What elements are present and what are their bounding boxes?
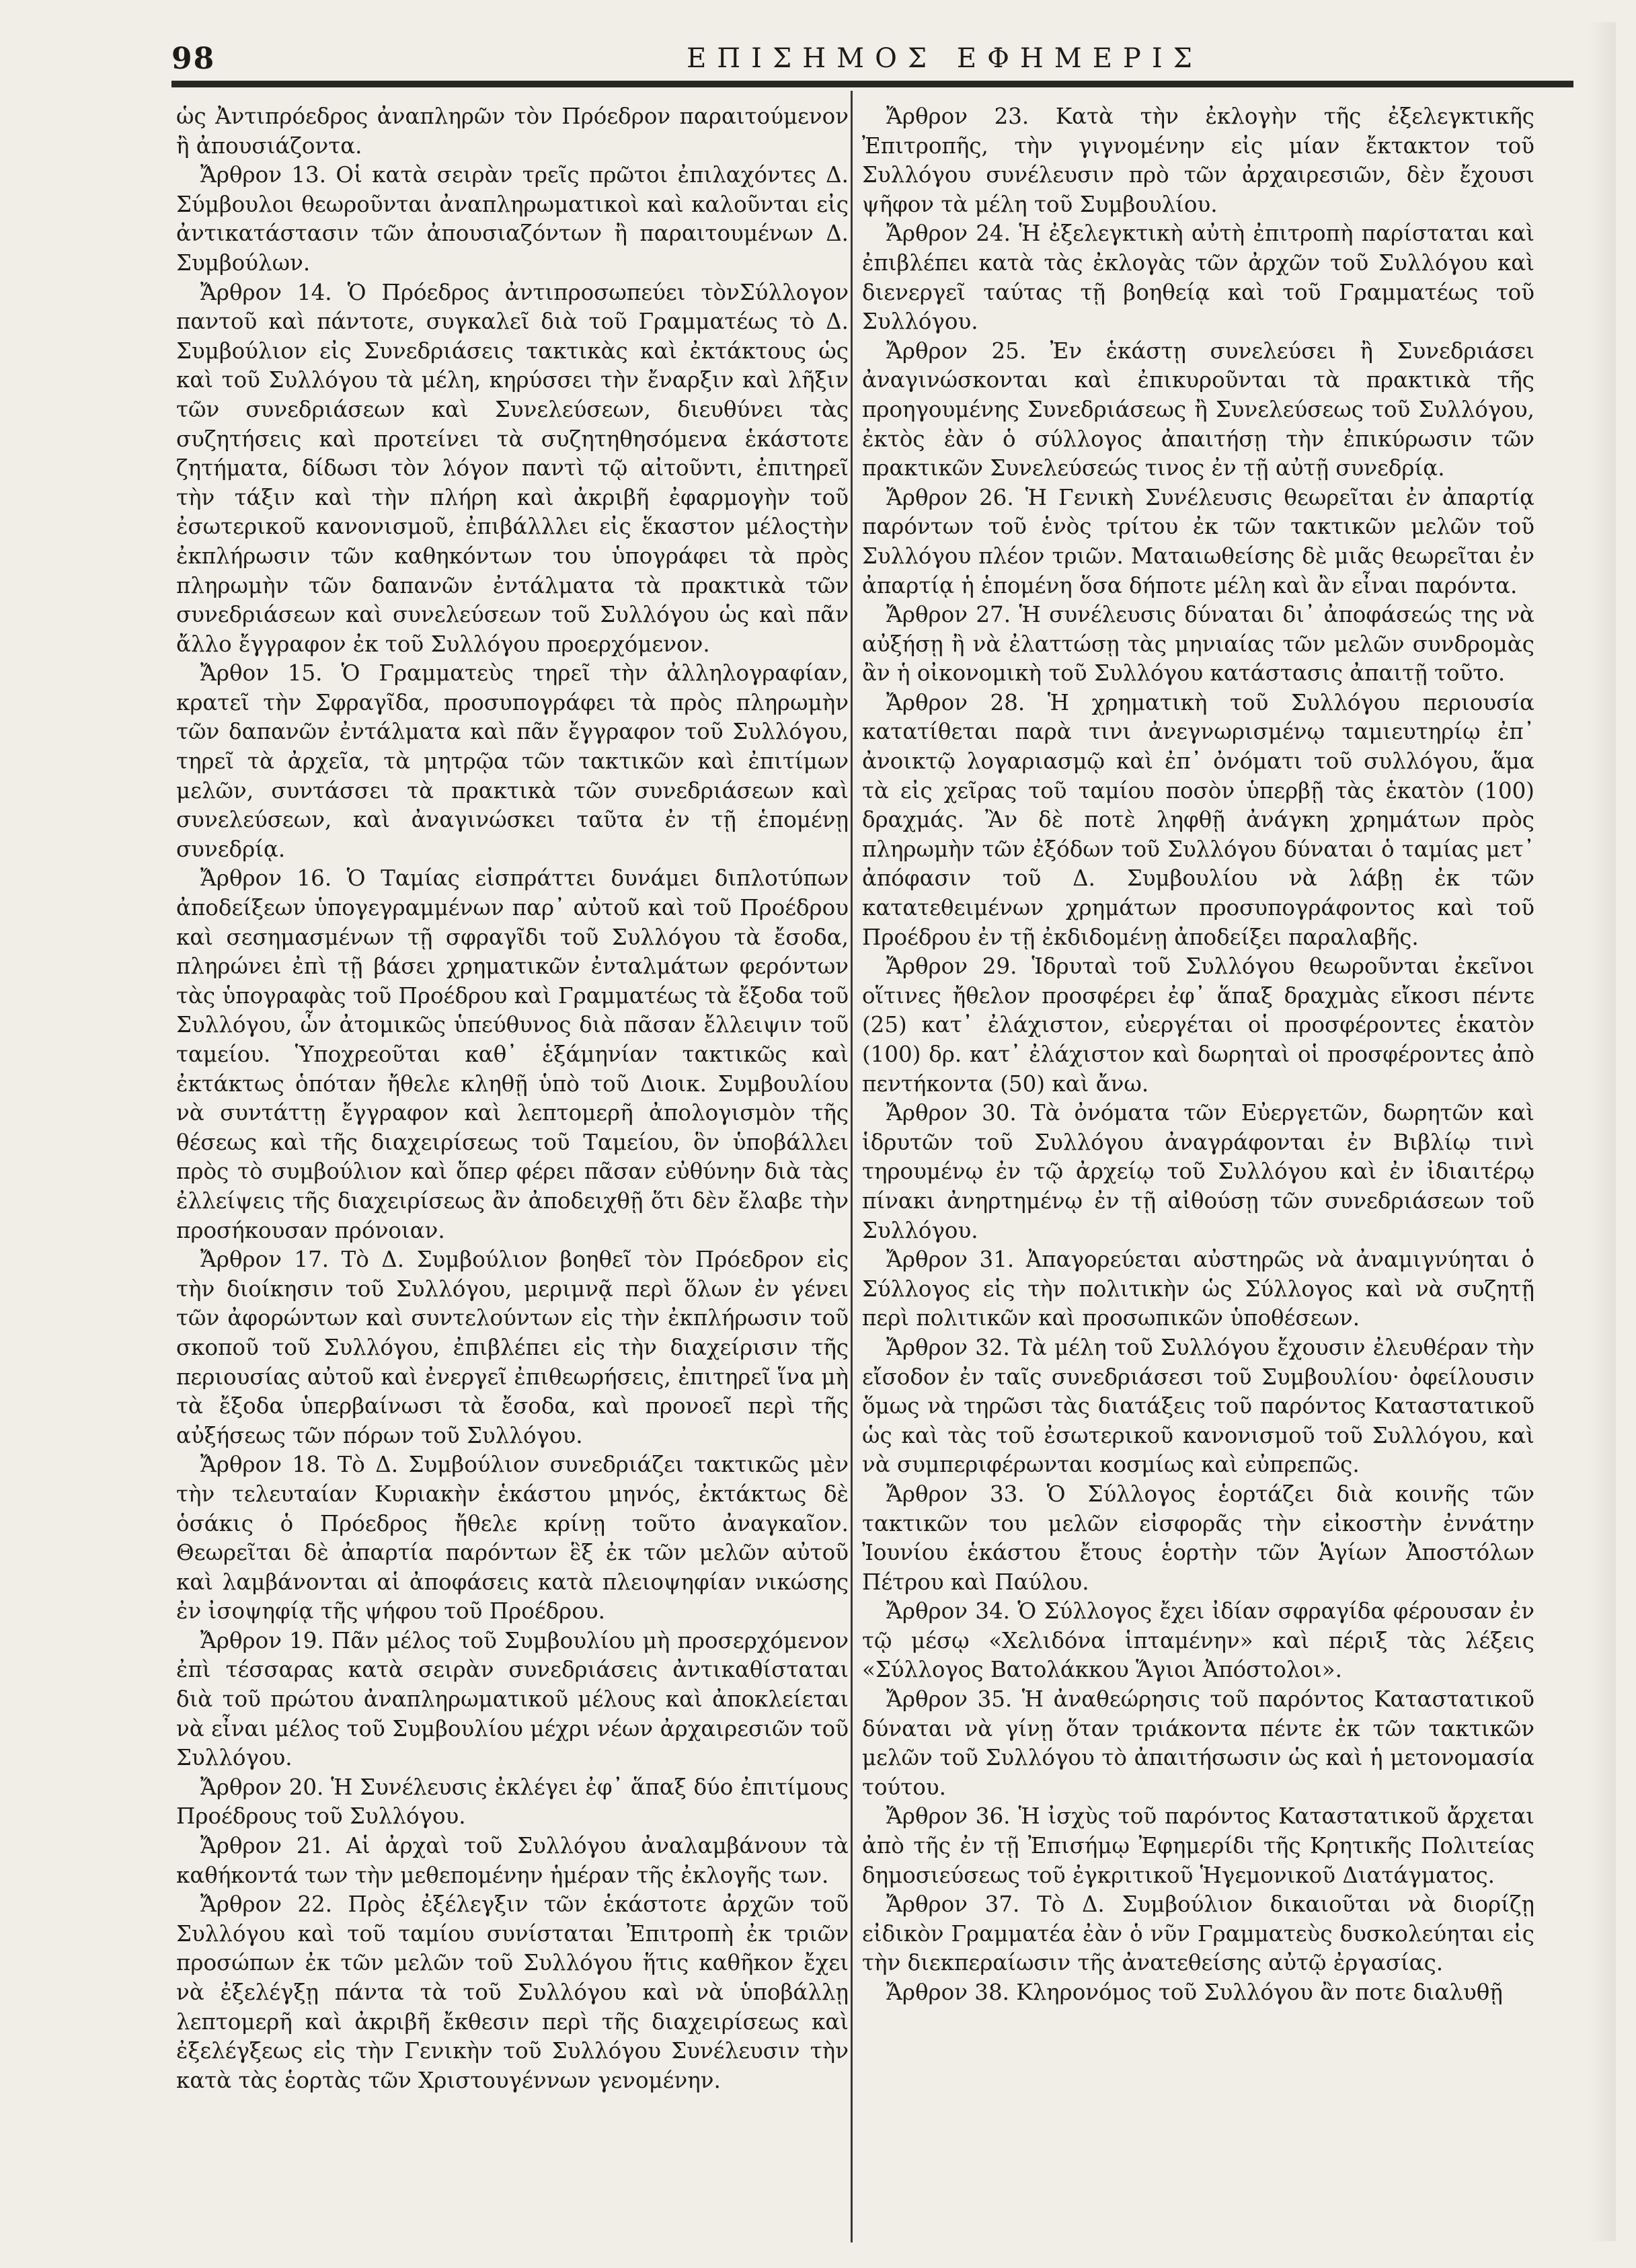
- page-number: 98: [171, 42, 216, 76]
- paragraph: Ἄρθρον 36. Ἡ ἰσχὺς τοῦ παρόντος Καταστατικοῦ ἄρχεται ἀπὸ τῆς ἐν τῇ Ἐπισήμῳ Ἐφημερίδι τῆς Κρητικῆς Πολιτείας δημοσιεύσεως τοῦ ἐγκριτικοῦ Ἡγεμονικοῦ Διατάγματος.: [862, 1803, 1534, 1888]
- paragraph: Ἄρθρον 37. Τὸ Δ. Συμβούλιον δικαιοῦται νὰ διορίζῃ εἰδικὸν Γραμματέα ἐὰν ὁ νῦν Γραμματεὺς δυσκολεύηται εἰς τὴν διεκπεραίωσιν τῆς ἀνατεθείσης αὐτῷ ἐργασίας.: [862, 1891, 1534, 1976]
- paragraph: Ἄρθρον 29. Ἱδρυταὶ τοῦ Συλλόγου θεωροῦνται ἐκεῖνοι οἵτινες ἤθελον προσφέρει ἐφ᾽ ἅπαξ δραχμὰς εἴκοσι πέντε (25) κατ᾽ ἐλάχιστον, εὐεργέται οἱ προσφέροντες ἑκατὸν (100) δρ. κατ᾽ ἐλάχιστον καὶ δωρηταὶ οἱ προσφέροντες ἀπὸ πεντήκοντα (50) καὶ ἄνω.: [862, 953, 1534, 1097]
- paragraph: Ἄρθρον 31. Ἀπαγορεύεται αὐστηρῶς νὰ ἀναμιγνύηται ὁ Σύλλογος εἰς τὴν πολιτικὴν ὡς Σύλλογος καὶ νὰ συζητῇ περὶ πολιτικῶν καὶ προσωπικῶν ὑποθέσεων.: [862, 1247, 1534, 1331]
- paragraph: Ἄρθρον 17. Τὸ Δ. Συμβούλιον βοηθεῖ τὸν Πρόεδρον εἰς τὴν διοίκησιν τοῦ Συλλόγου, μεριμνᾷ περὶ ὅλων ἐν γένει τῶν ἀφορώντων καὶ συντελούντων εἰς τὴν ἐκπλήρωσιν τοῦ σκοποῦ τοῦ Συλλόγου, ἐπιβλέπει εἰς τὴν διαχείρισιν τῆς περιουσίας αὐτοῦ καὶ ἐνεργεῖ ἐπιθεωρήσεις, ἐπιτηρεῖ ἵνα μὴ τὰ ἔξοδα ὑπερβαίνωσι τὰ ἔσοδα, καὶ προνοεῖ περὶ τῆς αὐξήσεως τῶν πόρων τοῦ Συλλόγου.: [176, 1247, 849, 1448]
- paragraph: Ἄρθρον 27. Ἡ συνέλευσις δύναται δι᾽ ἀποφάσεώς της νὰ αὐξήσῃ ἢ νὰ ἐλαττώσῃ τὰς μηνιαίας τῶν μελῶν συνδρομὰς ἂν ἡ οἰκονομικὴ τοῦ Συλλόγου κατάστασις ἀπαιτῇ τοῦτο.: [862, 602, 1534, 687]
- paragraph: Ἄρθρον 23. Κατὰ τὴν ἐκλογὴν τῆς ἐξελεγκτικῆς Ἐπιτροπῆς, τὴν γιγνομένην εἰς μίαν ἔκτακτον τοῦ Συλλόγου συνέλευσιν πρὸ τῶν ἀρχαιρεσιῶν, δὲν ἔχουσι ψῆφον τὰ μέλη τοῦ Συμβουλίου.: [862, 104, 1534, 217]
- paragraph: Ἄρθρον 32. Τὰ μέλη τοῦ Συλλόγου ἔχουσιν ἐλευθέραν τὴν εἴσοδον ἐν ταῖς συνεδριάσεσι τοῦ Συμβουλίου· ὀφείλουσιν ὅμως νὰ τηρῶσι τὰς διατάξεις τοῦ παρόντος Καταστατικοῦ ὡς καὶ τὰς τοῦ ἐσωτερικοῦ κανονισμοῦ τοῦ Συλλόγου, καὶ νὰ συμπεριφέρωνται κοσμίως καὶ εὐπρεπῶς.: [862, 1334, 1534, 1478]
- paragraph: Ἄρθρον 22. Πρὸς ἐξέλεγξιν τῶν ἑκάστοτε ἀρχῶν τοῦ Συλλόγου καὶ τοῦ ταμίου συνίσταται Ἐπιτροπὴ ἐκ τριῶν προσώπων ἐκ τῶν μελῶν τοῦ Συλλόγου ἥτις καθῆκον ἔχει νὰ ἐξελέγξῃ πάντα τὰ τοῦ Συλλόγου καὶ νὰ ὑποβάλλῃ λεπτομερῆ καὶ ἀκριβῆ ἔκθεσιν περὶ τῆς διαχειρίσεως καὶ ἐξελέγξεως εἰς τὴν Γενικὴν τοῦ Συλλόγου Συνέλευσιν τὴν κατὰ τὰς ἑορτὰς τῶν Χριστουγέννων γενομένην.: [176, 1891, 849, 2093]
- paragraph: Ἄρθρον 30. Τὰ ὀνόματα τῶν Εὐεργετῶν, δωρητῶν καὶ ἱδρυτῶν τοῦ Συλλόγου ἀναγράφονται ἐν Βιβλίῳ τινὶ τηρουμένῳ ἐν τῷ ἀρχείῳ τοῦ Συλλόγου καὶ ἐν ἰδιαιτέρῳ πίνακι ἀνηρτημένῳ ἐν τῇ αἰθούσῃ τῶν συνεδριάσεων τοῦ Συλλόγου.: [862, 1100, 1534, 1243]
- masthead-title: ΕΠΙΣΗΜΟΣ ΕΦΗΜΕΡΙΣ: [687, 43, 1203, 74]
- paragraph: Ἄρθρον 34. Ὁ Σύλλογος ἔχει ἰδίαν σφραγίδα φέρουσαν ἐν τῷ μέσῳ «Χελιδόνα ἱπταμένην» καὶ πέριξ τὰς λέξεις «Σύλλογος Βατολάκκου Ἅγιοι Ἀπόστολοι».: [862, 1598, 1534, 1683]
- paragraph: Ἄρθρον 20. Ἡ Συνέλευσις ἐκλέγει ἐφ᾽ ἅπαξ δύο ἐπιτίμους Προέδρους τοῦ Συλλόγου.: [176, 1774, 849, 1830]
- paragraph: Ἄρθρον 21. Αἱ ἀρχαὶ τοῦ Συλλόγου ἀναλαμβάνουν τὰ καθήκοντά των τὴν μεθεπομένην ἡμέραν τῆς ἐκλογῆς των.: [176, 1833, 849, 1888]
- paragraph: Ἄρθρον 38. Κληρονόμος τοῦ Συλλόγου ἂν ποτε διαλυθῇ: [886, 1980, 1503, 2005]
- page-edge-shadow: [1589, 22, 1616, 2241]
- paragraph: Ἄρθρον 13. Οἱ κατὰ σειρὰν τρεῖς πρῶτοι ἐπιλαχόντες Δ. Σύμβουλοι θεωροῦνται ἀναπληρωματικοὶ καὶ καλοῦνται εἰς ἀντικατάστασιν τῶν ἀπουσιαζόντων ἢ παραιτουμένων Δ. Συμβούλων.: [176, 162, 849, 276]
- paragraph: Ἄρθρον 33. Ὁ Σύλλογος ἑορτάζει διὰ κοινῆς τῶν τακτικῶν του μελῶν εἰσφορᾶς τὴν εἰκοστὴν ἐννάτην Ἰουνίου ἑκάστου ἔτους ἑορτὴν τῶν Ἁγίων Ἀποστόλων Πέτρου καὶ Παύλου.: [862, 1481, 1534, 1595]
- paragraph: Ἄρθρον 26. Ἡ Γενικὴ Συνέλευσις θεωρεῖται ἐν ἀπαρτίᾳ παρόντων τοῦ ἑνὸς τρίτου ἐκ τῶν τακτικῶν μελῶν τοῦ Συλλόγου πλέον τριῶν. Ματαιωθείσης δὲ μιᾶς θεωρεῖται ἐν ἀπαρτίᾳ ἡ ἑπομένη ὅσα δήποτε μέλη καὶ ἂν εἶναι παρόντα.: [862, 484, 1534, 598]
- paragraph: Ἄρθρον 25. Ἐν ἑκάστῃ συνελεύσει ἢ Συνεδριάσει ἀναγινώσκονται καὶ ἐπικυροῦνται τὰ πρακτικὰ τῆς προηγουμένης Συνεδριάσεως ἢ Συνελεύσεως τοῦ Συλλόγου, ἐκτὸς ἐὰν ὁ σύλλογος ἀπαιτήσῃ τὴν ἐπικύρωσιν τῶν πρακτικῶν Συνελεύσεώς τινος ἐν τῇ αὐτῇ συνεδρίᾳ.: [862, 338, 1534, 481]
- right-column: [862, 102, 1534, 2234]
- paragraph: Ἄρθρον 18. Τὸ Δ. Συμβούλιον συνεδριάζει τακτικῶς μὲν τὴν τελευταίαν Κυριακὴν ἑκάστου μηνός, ἐκτάκτως δὲ ὁσάκις ὁ Πρόεδρος ἤθελε κρίνῃ τοῦτο ἀναγκαῖον. Θεωρεῖται δὲ ἀπαρτία παρόντων ἓξ ἐκ τῶν μελῶν αὐτοῦ καὶ λαμβάνονται αἱ ἀποφάσεις κατὰ πλειοψηφίαν νικώσης ἐν ἰσοψηφίᾳ τῆς ψήφου τοῦ Προέδρου.: [176, 1452, 849, 1625]
- paragraph: Ἄρθρον 28. Ἡ χρηματικὴ τοῦ Συλλόγου περιουσία κατατίθεται παρὰ τινι ἀνεγνωρισμένῳ ταμιευτηρίῳ ἐπ᾽ ἀνοικτῷ λογαριασμῷ καὶ ἐπ᾽ ὀνόματι τοῦ συλλόγου, ἅμα τὰ εἰς χεῖρας τοῦ ταμίου ποσὸν ὑπερβῇ τὰς ἑκατὸν (100) δραχμάς. Ἂν δὲ ποτὲ ληφθῇ ἀνάγκη χρημάτων πρὸς πληρωμὴν τῶν ἐξόδων τοῦ Συλλόγου δύναται ὁ ταμίας μετ᾽ ἀπόφασιν τοῦ Δ. Συμβουλίου νὰ λάβῃ ἐκ τῶν κατατεθειμένων χρημάτων προσυπογράφοντος καὶ τοῦ Προέδρου ἐν τῇ ἐκδιδομένῃ ἀποδείξει παραλαβῆς.: [862, 689, 1534, 950]
- paragraph: ὡς Ἀντιπρόεδρος ἀναπληρῶν τὸν Πρόεδρον παραιτούμενον ἢ ἀπουσιάζοντα.: [176, 104, 849, 159]
- paragraph: Ἄρθρον 24. Ἡ ἐξελεγκτικὴ αὐτὴ ἐπιτροπὴ παρίσταται καὶ ἐπιβλέπει κατὰ τὰς ἐκλογὰς τῶν ἀρχῶν τοῦ Συλλόγου καὶ διενεργεῖ ταύτας τῇ βοηθείᾳ καὶ τοῦ Γραμματέως τοῦ Συλλόγου.: [862, 221, 1534, 335]
- paragraph: Ἄρθον 15. Ὁ Γραμματεὺς τηρεῖ τὴν ἀλληλογραφίαν, κρατεῖ τὴν Σφραγῖδα, προσυπογράφει τὰ πρὸς πληρωμὴν τῶν δαπανῶν ἐντάλματα καὶ πᾶν ἔγγραφον τοῦ Συλλόγου, τηρεῖ τὰ ἀρχεῖα, τὰ μητρῷα τῶν τακτικῶν καὶ ἐπιτίμων μελῶν, συντάσσει τὰ πρακτικὰ τῶν συνεδριάσεων καὶ συνελεύσεων, καὶ ἀναγινώσκει ταῦτα ἐν τῇ ἑπομένῃ συνεδρίᾳ.: [176, 660, 849, 862]
- page-header: [171, 42, 1573, 82]
- column-divider: [851, 91, 853, 2242]
- paragraph: Ἄρθρον 14. Ὁ Πρόεδρος ἀντιπροσωπεύει τὸνΣύλλογον παντοῦ καὶ πάντοτε, συγκαλεῖ διὰ τοῦ Γραμματέως τὸ Δ. Συμβούλιον εἰς Συνεδριάσεις τακτικὰς καὶ ἐκτάκτους ὡς καὶ τοῦ Συλλόγου τὰ μέλη, κηρύσσει τὴν ἔναρξιν καὶ λῆξιν τῶν συνεδριάσεων καὶ Συνελεύσεων, διευθύνει τὰς συζητήσεις καὶ προτείνει τὰ συζητηθησόμενα ἑκάστοτε ζητήματα, δίδωσι τὸν λόγον παντὶ τῷ αἰτοῦντι, ἐπιτηρεῖ τὴν τάξιν καὶ τὴν πλήρη καὶ ἀκριβῆ ἐφαρμογὴν τοῦ ἐσωτερικοῦ κανονισμοῦ, ἐπιβάλλλει εἰς ἕκαστον μέλοςτὴν ἐκπλήρωσιν τῶν καθηκόντων του ὑπογράφει τὰ πρὸς πληρωμὴν τῶν δαπανῶν ἐντάλματα τὰ πρακτικὰ τῶν συνεδριάσεων καὶ συνελεύσεων τοῦ Συλλόγου ὡς καὶ πᾶν ἄλλο ἔγγραφον ἐκ τοῦ Συλλόγου προερχόμενον.: [176, 279, 849, 657]
- paragraph: Ἄρθρον 35. Ἡ ἀναθεώρησις τοῦ παρόντος Καταστατικοῦ δύναται νὰ γίνῃ ὅταν τριάκοντα πέντε ἐκ τῶν τακτικῶν μελῶν τοῦ Συλλόγου τὸ ἀπαιτήσωσιν ὡς καὶ ἡ μετονομασία τούτου.: [862, 1686, 1534, 1800]
- header-rule: [171, 81, 1573, 87]
- paragraph: Ἄρθρον 16. Ὁ Ταμίας εἰσπράττει δυνάμει διπλοτύπων ἀποδείξεων ὑπογεγραμμένων παρ᾽ αὐτοῦ καὶ τοῦ Προέδρου καὶ σεσημασμένων τῇ σφραγῖδι τοῦ Συλλόγου τὰ ἔσοδα, πληρώνει ἐπὶ τῇ βάσει χρηματικῶν ἐνταλμάτων φερόντων τὰς ὑπογραφὰς τοῦ Προέδρου καὶ Γραμματέως τὰ ἔξοδα τοῦ Συλλόγου, ὧν ἀτομικῶς ὑπεύθυνος διὰ πᾶσαν ἔλλειψιν τοῦ ταμείου. Ὑποχρεοῦται καθ᾽ ἑξάμηνίαν τακτικῶς καὶ ἐκτάκτως ὁπόταν ἤθελε κληθῇ ὑπὸ τοῦ Διοικ. Συμβουλίου νὰ συντάττῃ ἔγγραφον καὶ λεπτομερῆ ἀπολογισμὸν τῆς θέσεως καὶ τῆς διαχειρίσεως τοῦ Ταμείου, ὃν ὑποβάλλει πρὸς τὸ συμβούλιον καὶ ὅπερ φέρει πᾶσαν εὐθύνην διὰ τὰς ἐλλείψεις τῆς διαχειρίσεως ἂν ἀποδειχθῇ ὅτι δὲν ἔλαβε τὴν προσήκουσαν πρόνοιαν.: [176, 865, 849, 1243]
- left-column: [176, 102, 849, 2234]
- paragraph: Ἄρθρον 19. Πᾶν μέλος τοῦ Συμβουλίου μὴ προσερχόμενον ἐπὶ τέσσαρας κατὰ σειρὰν συνεδριάσεις ἀντικαθίσταται διὰ τοῦ πρώτου ἀναπληρωματικοῦ μέλους καὶ ἀποκλείεται νὰ εἶναι μέλος τοῦ Συμβουλίου μέχρι νέων ἀρχαιρεσιῶν τοῦ Συλλόγου.: [176, 1627, 849, 1771]
